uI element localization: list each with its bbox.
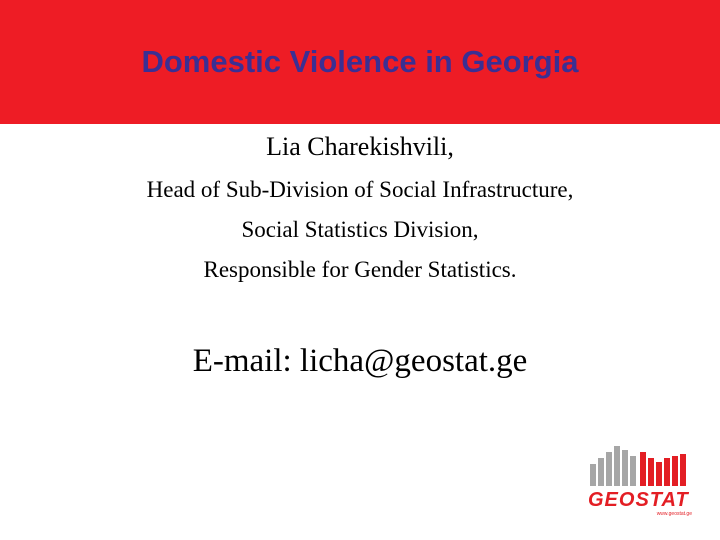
geostat-logo — [584, 440, 696, 518]
geostat-logo-icon — [584, 440, 696, 518]
role-line: Social Statistics Division, — [241, 217, 479, 242]
slide-title: Domestic Violence in Georgia — [141, 44, 579, 79]
role-line: Head of Sub-Division of Social Infrastructure, — [146, 177, 574, 202]
contact-email: E-mail: licha@geostat.ge — [192, 343, 528, 379]
author-roles — [0, 170, 720, 290]
logo-url: www.geostat.ge — [656, 511, 692, 517]
role-line: Responsible for Gender Statistics. — [203, 257, 517, 282]
author-name: Lia Charekishvili, — [266, 132, 454, 161]
logo-wordmark: GEOSTAT — [588, 489, 689, 511]
